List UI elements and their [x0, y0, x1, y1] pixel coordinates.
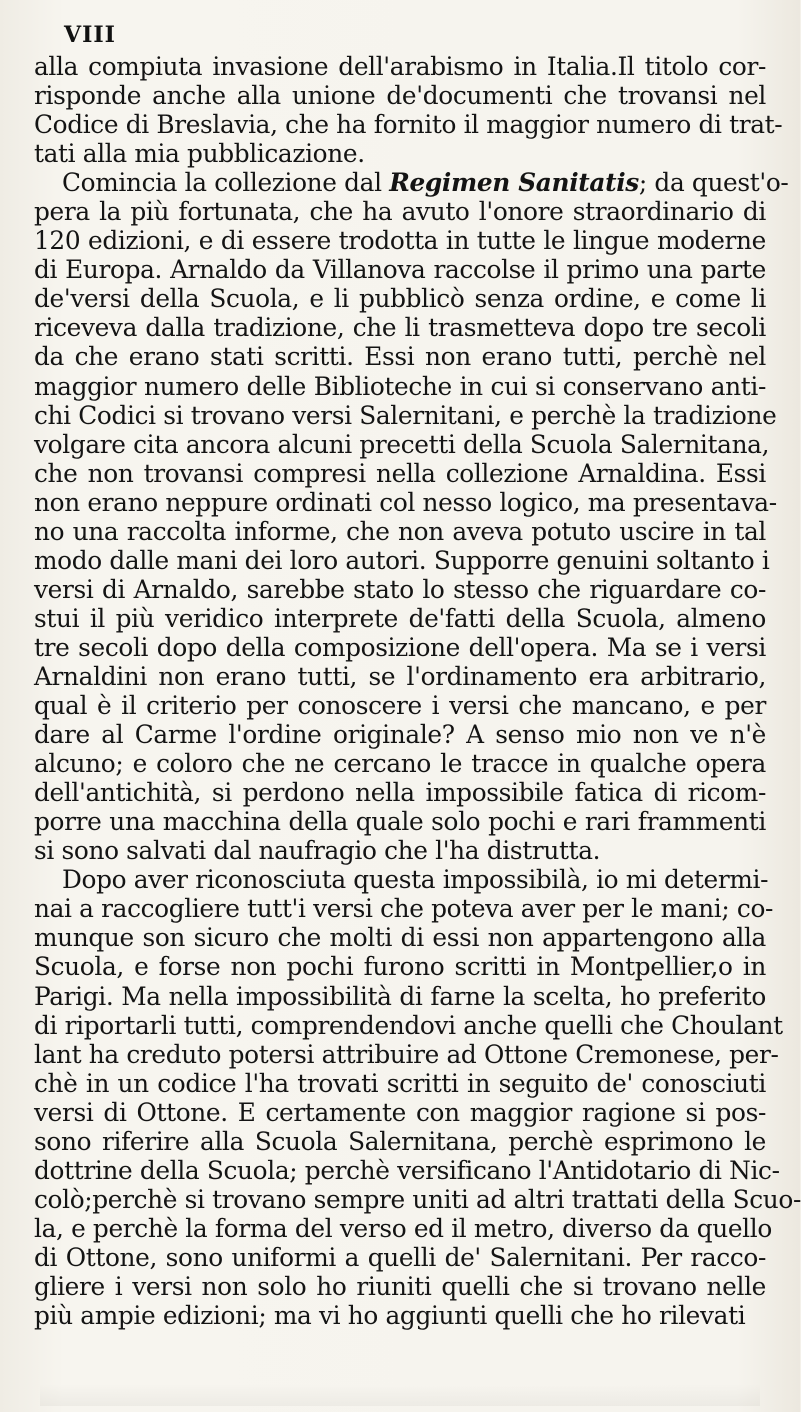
text-line: colò;perchè si trovano sempre uniti ad altri trattati della Scuo-	[34, 1184, 801, 1214]
text-line: da che erano stati scritti. Essi non erano tutti, perchè nel	[34, 342, 766, 372]
italic-title: Regimen Sanitatis	[389, 168, 639, 198]
text-line: che non trovansi compresi nella collezione Arnaldina. Essi	[34, 458, 766, 488]
page-edge-shadow	[40, 1384, 760, 1406]
text-line: sono riferire alla Scuola Salernitana, perchè esprimono le	[34, 1126, 766, 1156]
text-line: non erano neppure ordinati col nesso logico, ma presentava-	[34, 487, 777, 517]
text-line: munque son sicuro che molti di essi non appartengono alla	[34, 923, 766, 953]
text-line: alcuno; e coloro che ne cercano le tracce in qualche opera	[34, 749, 766, 779]
text-line: risponde anche alla unione de'documenti che trovansi nel	[34, 81, 766, 111]
text-line: Parigi. Ma nella impossibilità di farne la scelta, ho preferito	[34, 981, 766, 1011]
text-line: più ampie edizioni; ma vi ho aggiunti quelli che ho rilevati	[34, 1301, 746, 1331]
text-line: dare al Carme l'ordine originale? A senso mio non ve n'è	[34, 720, 766, 750]
text-line: di Ottone, sono uniformi a quelli de' Salernitani. Per racco-	[34, 1242, 766, 1272]
text-line: Dopo aver riconosciuta questa impossibilà, io mi determi-	[62, 865, 769, 895]
text-line: di riportarli tutti, comprendendovi anche quelli che Choulant	[34, 1010, 783, 1040]
text-line: qual è il criterio per conoscere i versi che mancano, e per	[34, 691, 766, 721]
body-text	[34, 52, 801, 1331]
text-line: di Europa. Arnaldo da Villanova raccolse il primo una parte	[34, 255, 766, 285]
text-line: maggior numero delle Biblioteche in cui si conservano anti-	[34, 371, 766, 401]
text-line: pera la più fortunata, che ha avuto l'onore straordinario di	[34, 197, 766, 227]
paragraph	[34, 168, 789, 866]
text-line: chi Codici si trovano versi Salernitani, e perchè la tradizione	[34, 400, 777, 430]
text-line: 120 edizioni, e di essere trodotta in tutte le lingue moderne	[34, 226, 766, 256]
text-line: gliere i versi non solo ho riuniti quelli che si trovano nelle	[34, 1271, 766, 1301]
text-line: stui il più veridico interprete de'fatti della Scuola, almeno	[34, 603, 766, 633]
text-line: nai a raccogliere tutt'i versi che poteva aver per le mani; co-	[34, 894, 774, 924]
text-line: si sono salvati dal naufragio che l'ha distrutta.	[34, 836, 601, 866]
text-line: riceveva dalla tradizione, che li trasmetteva dopo tre secoli	[34, 313, 766, 343]
text-line: volgare cita ancora alcuni precetti della Scuola Salernitana,	[34, 429, 770, 459]
text-line: lant ha creduto potersi attribuire ad Ottone Cremonese, per-	[34, 1039, 779, 1069]
text-line: dottrine della Scuola; perchè versificano l'Antidotario di Nic-	[34, 1155, 780, 1185]
text-line: chè in un codice l'ha trovati scritti in seguito de' conosciuti	[34, 1068, 766, 1098]
text-line: la, e perchè la forma del verso ed il metro, diverso da quello	[34, 1213, 772, 1243]
paragraph	[34, 865, 801, 1331]
page-number: VIII	[64, 22, 116, 48]
text-line: modo dalle mani dei loro autori. Supporre genuini soltanto i	[34, 545, 770, 575]
paragraph	[34, 52, 783, 169]
text-line: versi di Arnaldo, sarebbe stato lo stesso che riguardare co-	[34, 574, 766, 604]
text-line: de'versi della Scuola, e li pubblicò senza ordine, e come li	[34, 284, 766, 314]
text-line: alla compiuta invasione dell'arabismo in Italia.Il titolo cor-	[34, 52, 766, 81]
text-line: tre secoli dopo della composizione dell'opera. Ma se i versi	[34, 632, 766, 662]
text-line: Arnaldini non erano tutti, se l'ordinamento era arbitrario,	[34, 661, 766, 691]
text-line: tati alla mia pubblicazione.	[34, 139, 365, 169]
text-line: Scuola, e forse non pochi furono scritti in Montpellier,o in	[34, 952, 766, 982]
text-line: Comincia la collezione dal Regimen Sanitatis; da quest'o-	[62, 168, 789, 198]
text-line: dell'antichità, si perdono nella impossibile fatica di ricom-	[34, 778, 766, 808]
text-line: no una raccolta informe, che non aveva potuto uscire in tal	[34, 516, 766, 546]
text-line: porre una macchina della quale solo pochi e rari frammenti	[34, 807, 766, 837]
text-line: versi di Ottone. E certamente con maggior ragione si pos-	[34, 1097, 766, 1127]
text-line: Codice di Breslavia, che ha fornito il maggior numero di trat-	[34, 110, 783, 140]
